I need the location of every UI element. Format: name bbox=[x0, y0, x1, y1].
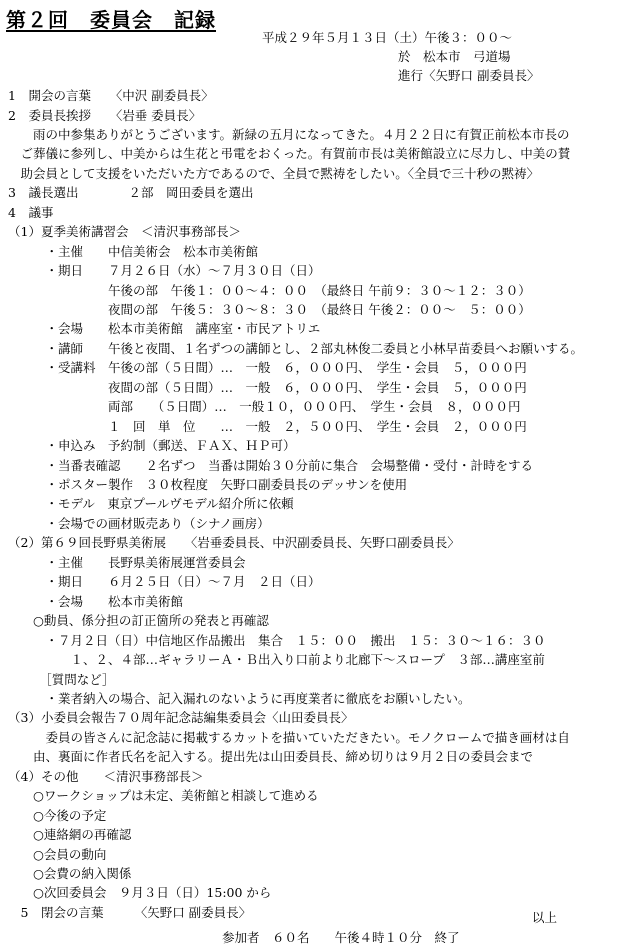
minutes-line: 委員の皆さんに記念誌に掲載するカットを描いていただきたい。モノクロームで描き画材は自 bbox=[8, 729, 570, 745]
meeting-datetime: 平成２９年５月１３日（土）午後３：００～ bbox=[262, 30, 513, 45]
minutes-line: ・会場 松本市美術館 講座室・市民アトリエ bbox=[8, 321, 321, 337]
minutes-line: 3 議長選出 ２部 岡田委員を選出 bbox=[8, 185, 254, 201]
meeting-place: 於 松本市 弓道場 bbox=[398, 49, 511, 64]
minutes-line: ・ポスター製作 ３０枚程度 矢野口副委員長のデッサンを使用 bbox=[8, 477, 408, 492]
minutes-line: 由、裏面に作者氏名を記入する。提出先は山田委員長、締め切りは９月２日の委員会まで bbox=[8, 749, 534, 765]
minutes-line: 夜間の部（５日間）… 一般 ６，０００円、 学生・会員 ５，０００円 bbox=[8, 379, 527, 395]
minutes-line: ・会場 松本市美術館 bbox=[8, 593, 184, 609]
minutes-line: （2）第６９回長野県美術展 〈岩垂委員長、中沢副委員長、矢野口副委員長〉 bbox=[8, 535, 460, 551]
minutes-line: ・期日 ６月２５日（日）～７月 ２日（日） bbox=[8, 574, 321, 590]
minutes-line: ［質問など］ bbox=[8, 671, 115, 687]
footer-attendance: 参加者 ６０名 午後４時１０分 終了 bbox=[222, 930, 460, 945]
page-title: 第２回 委員会 記録 bbox=[6, 8, 216, 32]
minutes-line: 1 開会の言葉 〈中沢 副委員長〉 bbox=[8, 88, 214, 103]
minutes-line: 夜間の部 午後５：３０～８：３０ （最終日 午後２：００～ ５：００） bbox=[8, 301, 531, 317]
minutes-line: ○ワークショップは未定、美術館と相談して進める bbox=[8, 788, 319, 804]
minutes-line: 5 閉会の言葉 〈矢野口 副委員長〉 bbox=[8, 904, 252, 920]
minutes-line: 助会員として支援をいただいた方であるので、全員で黙祷をしたい。〈全員で三十秒の黙祷〉 bbox=[8, 165, 540, 181]
minutes-line: 午後の部 午後１：００～４：００ （最終日 午前９：３０～１２：３０） bbox=[8, 282, 531, 298]
minutes-line: 雨の中参集ありがとうございます。新緑の五月になってきた。４月２２日に有賀正前松本市長の bbox=[8, 126, 570, 142]
minutes-line: ○連絡網の再確認 bbox=[8, 827, 132, 843]
minutes-line: ○動員、係分担の訂正箇所の発表と再確認 bbox=[8, 613, 269, 629]
minutes-line: ご葬儀に参列し、中美からは生花と弔電をおくった。有賀前市長は美術館設立に尽力し、中美の賛 bbox=[8, 146, 571, 162]
minutes-line: ・主催 長野県美術展運営委員会 bbox=[8, 554, 246, 570]
minutes-line: ・７月２日（日）中信地区作品搬出 集合 １５：００ 搬出 １５：３０～１６：３０ bbox=[8, 632, 546, 648]
minutes-line: ・モデル 東京プールヴモデル紹介所に依頼 bbox=[8, 496, 294, 512]
meeting-host: 進行〈矢野口 副委員長〉 bbox=[398, 68, 540, 83]
minutes-line: （1）夏季美術講習会 ＜清沢事務部長＞ bbox=[8, 224, 241, 240]
minutes-line: ・講師 午後と夜間、１名ずつの講師とし、２部丸林俊二委員と小林早苗委員へお願いする。 bbox=[8, 340, 584, 356]
minutes-line: ○次回委員会 ９月３日（日）15:00 から bbox=[8, 885, 272, 901]
minutes-line: ・会場での画材販売あり（シナノ画房） bbox=[8, 515, 270, 531]
closing-mark: 以上 bbox=[532, 910, 558, 925]
minutes-line: １ 回 単 位 … 一般 ２，５００円、 学生・会員 ２，０００円 bbox=[8, 418, 527, 434]
minutes-line: ・当番表確認 ２名ずつ 当番は開始３０分前に集合 会場整備・受付・計時をする bbox=[8, 457, 534, 473]
minutes-line: 両部 （５日間）… 一般１０，０００円、 学生・会員 ８，０００円 bbox=[8, 399, 521, 415]
minutes-line: ・主催 中信美術会 松本市美術館 bbox=[8, 243, 259, 259]
minutes-line: 4 議事 bbox=[8, 204, 54, 220]
minutes-line: （4）その他 ＜清沢事務部長＞ bbox=[8, 768, 204, 784]
minutes-line: 2 委員長挨拶 〈岩垂 委員長〉 bbox=[8, 107, 202, 123]
minutes-line: （3）小委員会報告７０周年記念誌編集委員会〈山田委員長〉 bbox=[8, 710, 354, 726]
minutes-line: ・業者納入の場合、記入漏れのないように再度業者に徹底をお願いしたい。 bbox=[8, 690, 471, 706]
minutes-line: ○今後の予定 bbox=[8, 807, 107, 823]
minutes-line: ○会費の納入関係 bbox=[8, 866, 132, 881]
minutes-line: ・受講料 午後の部（５日間）… 一般 ６，０００円、 学生・会員 ５，０００円 bbox=[8, 360, 527, 376]
minutes-line: ・申込み 予約制（郵送、ＦＡＸ、ＨＰ可） bbox=[8, 438, 296, 454]
minutes-line: ○会員の動向 bbox=[8, 846, 107, 862]
minutes-line: １、２、４部…ギャラリーＡ・Ｂ出入り口前より北廊下～スロープ ３部…講座室前 bbox=[8, 652, 545, 667]
minutes-line: ・期日 ７月２６日（水）～７月３０日（日） bbox=[8, 263, 321, 278]
